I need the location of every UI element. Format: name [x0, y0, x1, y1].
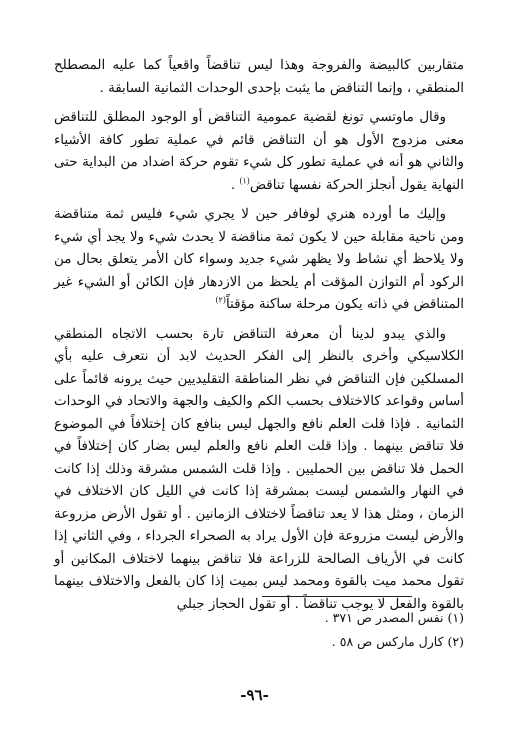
- paragraph-2: [54, 107, 464, 197]
- footnote-1: (١) نفس المصدر ص ٣٧١ .: [324, 610, 464, 625]
- footnotes: [164, 606, 464, 654]
- paragraph-2-ending: .: [230, 177, 240, 193]
- main-text: [54, 55, 464, 623]
- footnote-ref-1: (١): [239, 176, 250, 186]
- page-number: -٩٦-: [240, 686, 269, 704]
- footnote-divider: [262, 596, 412, 597]
- paragraph-3-text: وإليك ما أورده هنري لوفافر حين لا يجري شيء فليس ثمة متناقضة ومن ناحية مقابلة حين لا يكون ثمة مناقضة لا يحدث شيء ولا يجد أي شيء ولا يلاحظ أي نشاط ولا يظهر شيء جديد وسواء كان الأمر يتعلق بحال من الركود أم التوازن المؤقت أم يلحظ من الازدهار فإن الكائن أو الشيء غير المتناقض في ذاته يكون مرحلة ساكنة مؤقتاً: [54, 207, 464, 312]
- footnote-2: (٢) كارل ماركس ص ٥٨ .: [331, 634, 464, 649]
- paragraph-1-text: متقاربين كالبيضة والفروجة وهذا ليس تناقضاً واقعياً كما عليه المصطلح المنطقي ، وإنما التناقض ما يثبت بإحدى الوحدات الثمانية السابقة .: [54, 58, 464, 96]
- paragraph-2-text: وقال ماوتسي تونغ لقضية عمومية التناقض أو الوجود المطلق للتناقض معنى مزدوج الأول هو أن التناقض قائم في عملية تطور كافة الأشياء والثاني هو أنه في عملية تطور كل شيء تقوم حركة اضداد من البداية حتى النهاية يقول أنجلز الحركة نفسها تناقض: [54, 110, 464, 193]
- paragraph-3: [54, 204, 464, 317]
- footnote-ref-2: (٢): [215, 295, 226, 305]
- paragraph-4-text: والذي يبدو لدينا أن معرفة التناقض تارة بحسب الاتجاه المنطقي الكلاسيكي وأخرى بالنظر إلى الفكر الحديث لابد أن نتعرف عليه بأي المسلكين فإن التناقض في نظر المناطقة التقليديين حيث يرونه قائماً على أساس وقواعد كالاختلاف بحسب الكم والكيف والجهة والاتحاد في الوحدات الثمانية . فإذا قلت العلم نافع والجهل ليس بنافع كان إختلافاً في الموضوع فلا تناقض بينهما . وإذا قلت العلم نافع والعلم ليس بضار كان إختلافاً في الحمل فلا تناقض بين الحمليين . وإذا قلت الشمس مشرقة وذلك إذا كانت في النهار والشمس ليست بمشرقة إذا كانت في الليل كان الاختلاف في الزمان ، ومثل هذا لا يعد تناقضاً لاختلاف الزمانين . أو تقول الأرض مزروعة والأرض ليست مزروعة فإن الأول يراد به الصحراء الجرداء ، وفي الثاني إذا كانت في الأرياف الصالحة للزراعة فلا تناقض بينهما لاختلاف المكانين أو تقول محمد ميت بالقوة ومحمد ليس بميت إذا كان بالفعل والاختلاف بينهما بالقوة والفعل لا يوجب تناقضاً . أو تقول الحجاز جبلي: [54, 326, 464, 612]
- paragraph-4: [54, 324, 464, 617]
- paragraph-1: [54, 55, 464, 100]
